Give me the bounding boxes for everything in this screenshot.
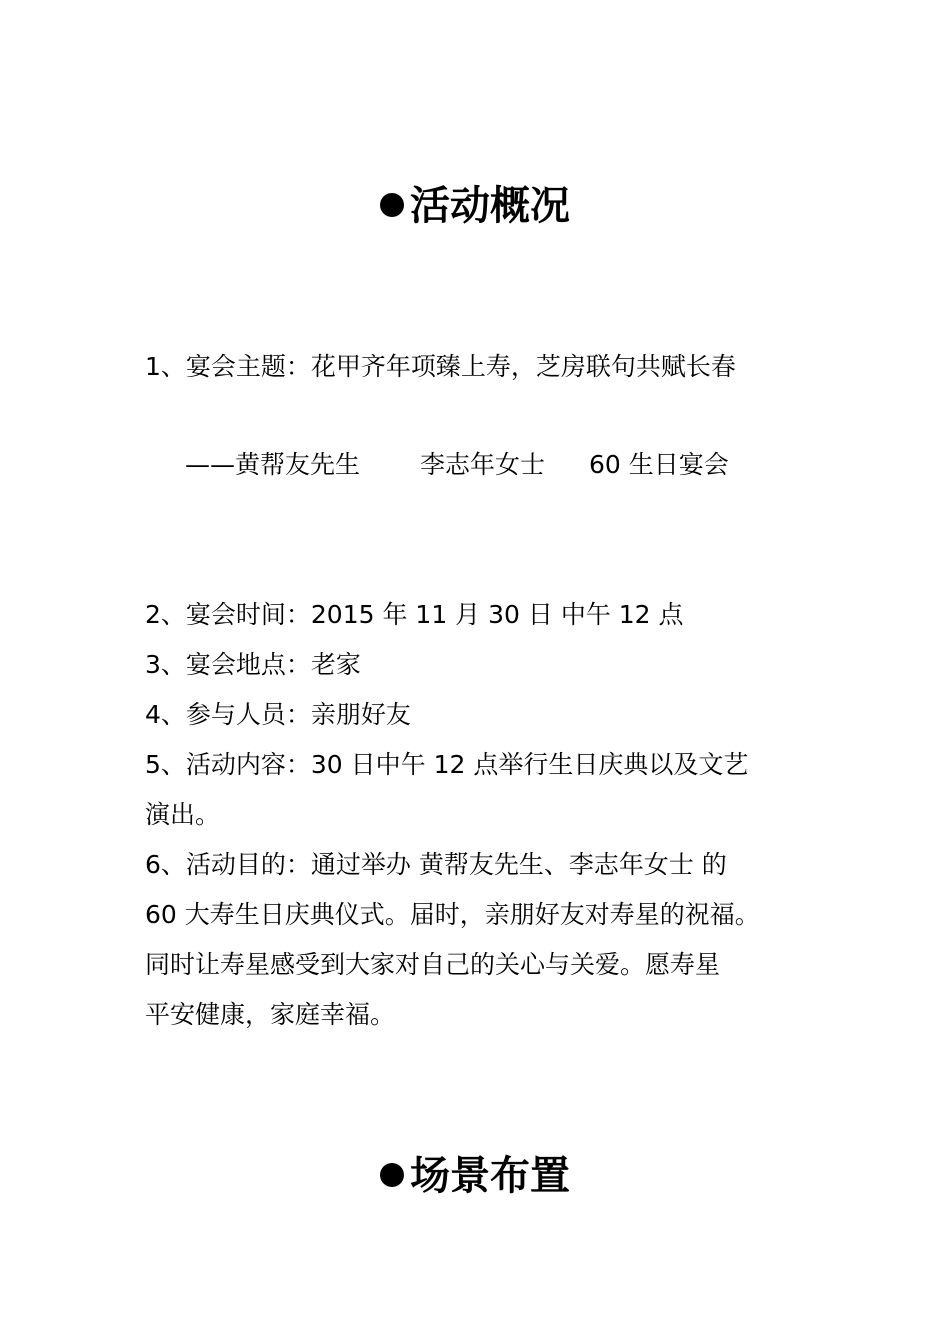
item-content-line-1: 5、活动内容：30 日中午 12 点举行生日庆典以及文艺 xyxy=(145,750,749,779)
section-heading-text: 场景布置 xyxy=(410,1152,570,1199)
item-purpose-line-3: 同时让寿星感受到大家对自己的关心与关爱。愿寿星 xyxy=(145,950,721,979)
item-people: 4、参与人员：亲朋好友 xyxy=(145,700,411,729)
theme-subtitle xyxy=(185,448,855,482)
bullet-icon xyxy=(380,1163,404,1187)
item-purpose-line-4: 平安健康，家庭幸福。 xyxy=(145,1000,396,1029)
section-heading-scene xyxy=(0,1152,950,1200)
theme-line: 1、宴会主题：花甲齐年项臻上寿，芝房联句共赋长春 xyxy=(145,352,736,381)
host-name-1: ——黄帮友先生 xyxy=(185,450,361,479)
event-name: 60 生日宴会 xyxy=(589,450,729,479)
item-place: 3、宴会地点：老家 xyxy=(145,650,361,679)
item-time: 2、宴会时间：2015 年 11 月 30 日 中午 12 点 xyxy=(145,600,684,629)
section-heading-text: 活动概况 xyxy=(410,182,570,229)
item-content-line-2: 演出。 xyxy=(145,800,221,829)
host-name-2: 李志年女士 xyxy=(420,450,546,479)
item-purpose-line-2: 60 大寿生日庆典仪式。届时，亲朋好友对寿星的祝福。 xyxy=(145,900,760,929)
section-heading-overview xyxy=(0,182,950,230)
bullet-icon xyxy=(380,193,404,217)
item-purpose-line-1: 6、活动目的：通过举办 黄帮友先生、李志年女士 的 xyxy=(145,850,727,879)
